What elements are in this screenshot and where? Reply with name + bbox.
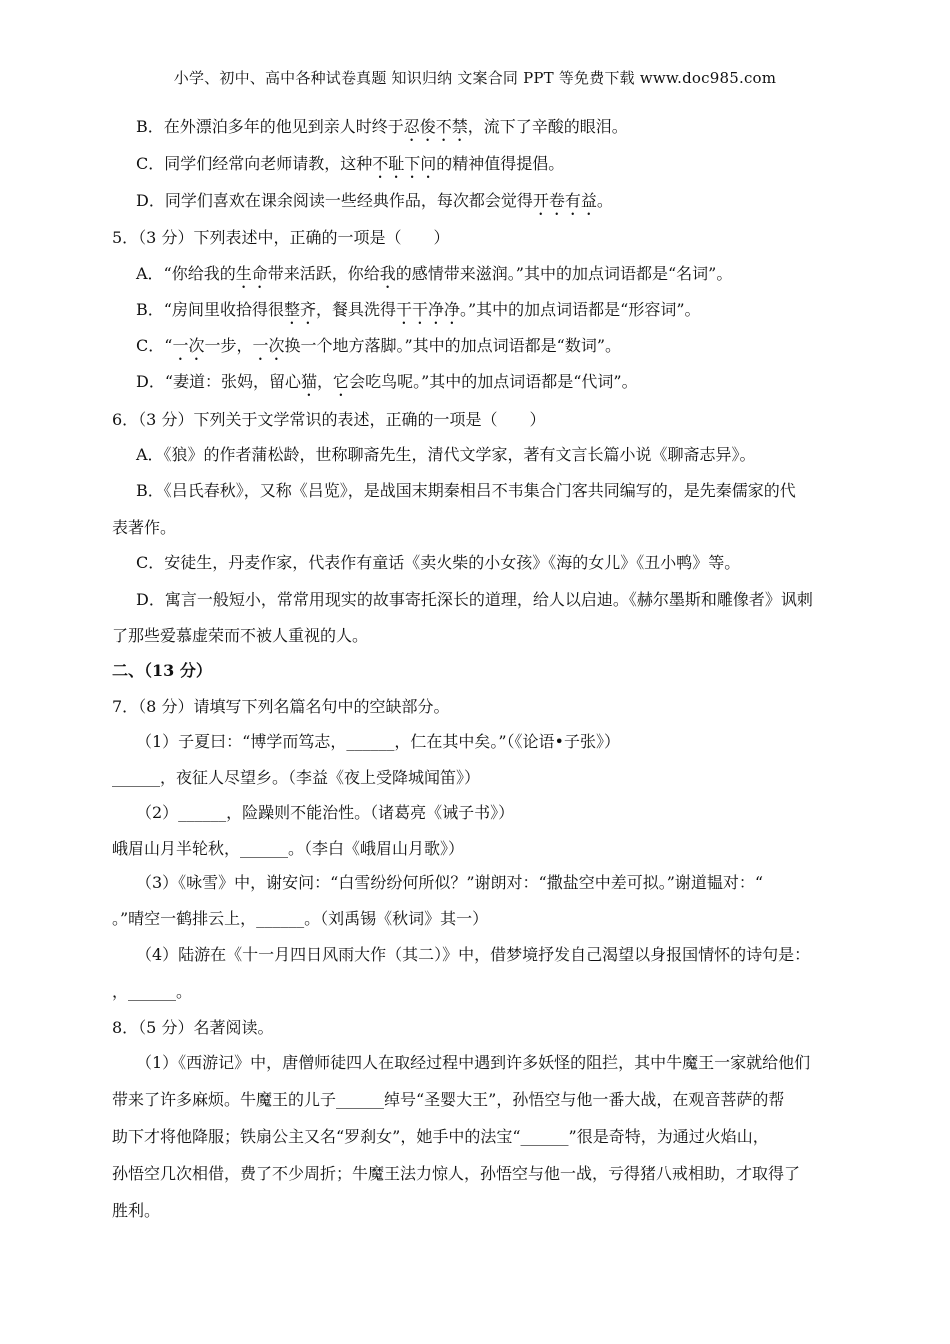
q7-item-4-cont: ，______。 (112, 982, 193, 1001)
q7-stem: 7．（8 分）请填写下列名篇名句中的空缺部分。 (112, 697, 450, 716)
q7-item-2-cont: 峨眉山月半轮秋，______。（李白《峨眉山月歌》） (112, 839, 465, 858)
q5-option-b: B．“房间里收拾得很整齐，餐具洗得干干净净。”其中的加点词语都是“形容词”。 (136, 300, 701, 319)
q8-item-1: （1）《西游记》中，唐僧师徒四人在取经过程中遇到许多妖怪的阻拦，其中牛魔王一家就给他们 (136, 1053, 811, 1072)
q6-option-b: B．《吕氏春秋》，又称《吕览》，是战国末期秦相吕不韦集合门客共同编写的，是先秦儒家的代 (136, 481, 796, 500)
q4-option-c: C．同学们经常向老师请教，这种不耻下问的精神值得提倡。 (136, 154, 565, 173)
q7-item-3: （3）《咏雪》中，谢安问：“白雪纷纷何所似？”谢朗对：“撒盐空中差可拟。”谢道韫对：“ (136, 873, 764, 892)
q5-stem: 5．（3 分）下列表述中，正确的一项是（ ） (112, 228, 450, 247)
q7-item-3-cont: 。”晴空一鹤排云上，______。（刘禹锡《秋词》其一） (112, 909, 489, 928)
q7-item-4: （4）陆游在《十一月四日风雨大作（其二）》中，借梦境抒发自己渴望以身报国情怀的诗句是： (136, 945, 811, 964)
q8-item-1-line4: 孙悟空几次相借，费了不少周折；牛魔王法力惊人，孙悟空与他一战，亏得猪八戒相助，才取得了 (112, 1164, 801, 1183)
section-two-heading: 二、（13 分） (112, 661, 212, 680)
q5-option-d: D．“妻道：张妈，留心猫，它会吃鸟呢。”其中的加点词语都是“代词”。 (136, 372, 638, 391)
q5-option-c: C．“一次一步，一次换一个地方落脚。”其中的加点词语都是“数词”。 (136, 336, 622, 355)
q6-option-c: C．安徒生，丹麦作家，代表作有童话《卖火柴的小女孩》《海的女儿》《丑小鸭》等。 (136, 553, 741, 572)
q7-item-2: （2）______，险躁则不能治性。（诸葛亮《诫子书》） (136, 803, 515, 822)
q6-option-d-cont: 了那些爱慕虚荣而不被人重视的人。 (112, 626, 369, 645)
q7-item-1-cont: ______，夜征人尽望乡。（李益《夜上受降城闻笛》） (112, 768, 481, 787)
q6-option-d: D．寓言一般短小，常常用现实的故事寄托深长的道理，给人以启迪。《赫尔墨斯和雕像者》讽刺 (136, 590, 813, 609)
q8-stem: 8．（5 分）名著阅读。 (112, 1018, 274, 1037)
q6-stem: 6．（3 分）下列关于文学常识的表述，正确的一项是（ ） (112, 410, 546, 429)
q4-option-d: D．同学们喜欢在课余阅读一些经典作品，每次都会觉得开卷有益。 (136, 191, 613, 210)
page-header: 小学、初中、高中各种试卷真题 知识归纳 文案合同 PPT 等免费下载 www.doc985.com (173, 69, 777, 87)
q6-option-b-cont: 表著作。 (112, 518, 177, 537)
q8-item-1-line2: 带来了许多麻烦。牛魔王的儿子______绰号“圣婴大王”，孙悟空与他一番大战，在观音菩萨的帮 (112, 1090, 785, 1109)
q8-item-1-line5: 胜利。 (112, 1201, 161, 1220)
q8-item-1-line3: 助下才将他降服；铁扇公主又名“罗刹女”，她手中的法宝“______”很是奇特，为通过火焰山， (112, 1127, 769, 1146)
q4-option-b: B．在外漂泊多年的他见到亲人时终于忍俊不禁，流下了辛酸的眼泪。 (136, 117, 628, 136)
q7-item-1: （1）子夏曰：“博学而笃志，______，仁在其中矣。”（《论语•子张》） (136, 732, 620, 751)
q5-option-a: A．“你给我的生命带来活跃，你给我的感情带来滋润。”其中的加点词语都是“名词”。 (136, 264, 733, 283)
q6-option-a: A．《狼》的作者蒲松龄，世称聊斋先生，清代文学家，著有文言长篇小说《聊斋志异》。 (136, 445, 756, 464)
